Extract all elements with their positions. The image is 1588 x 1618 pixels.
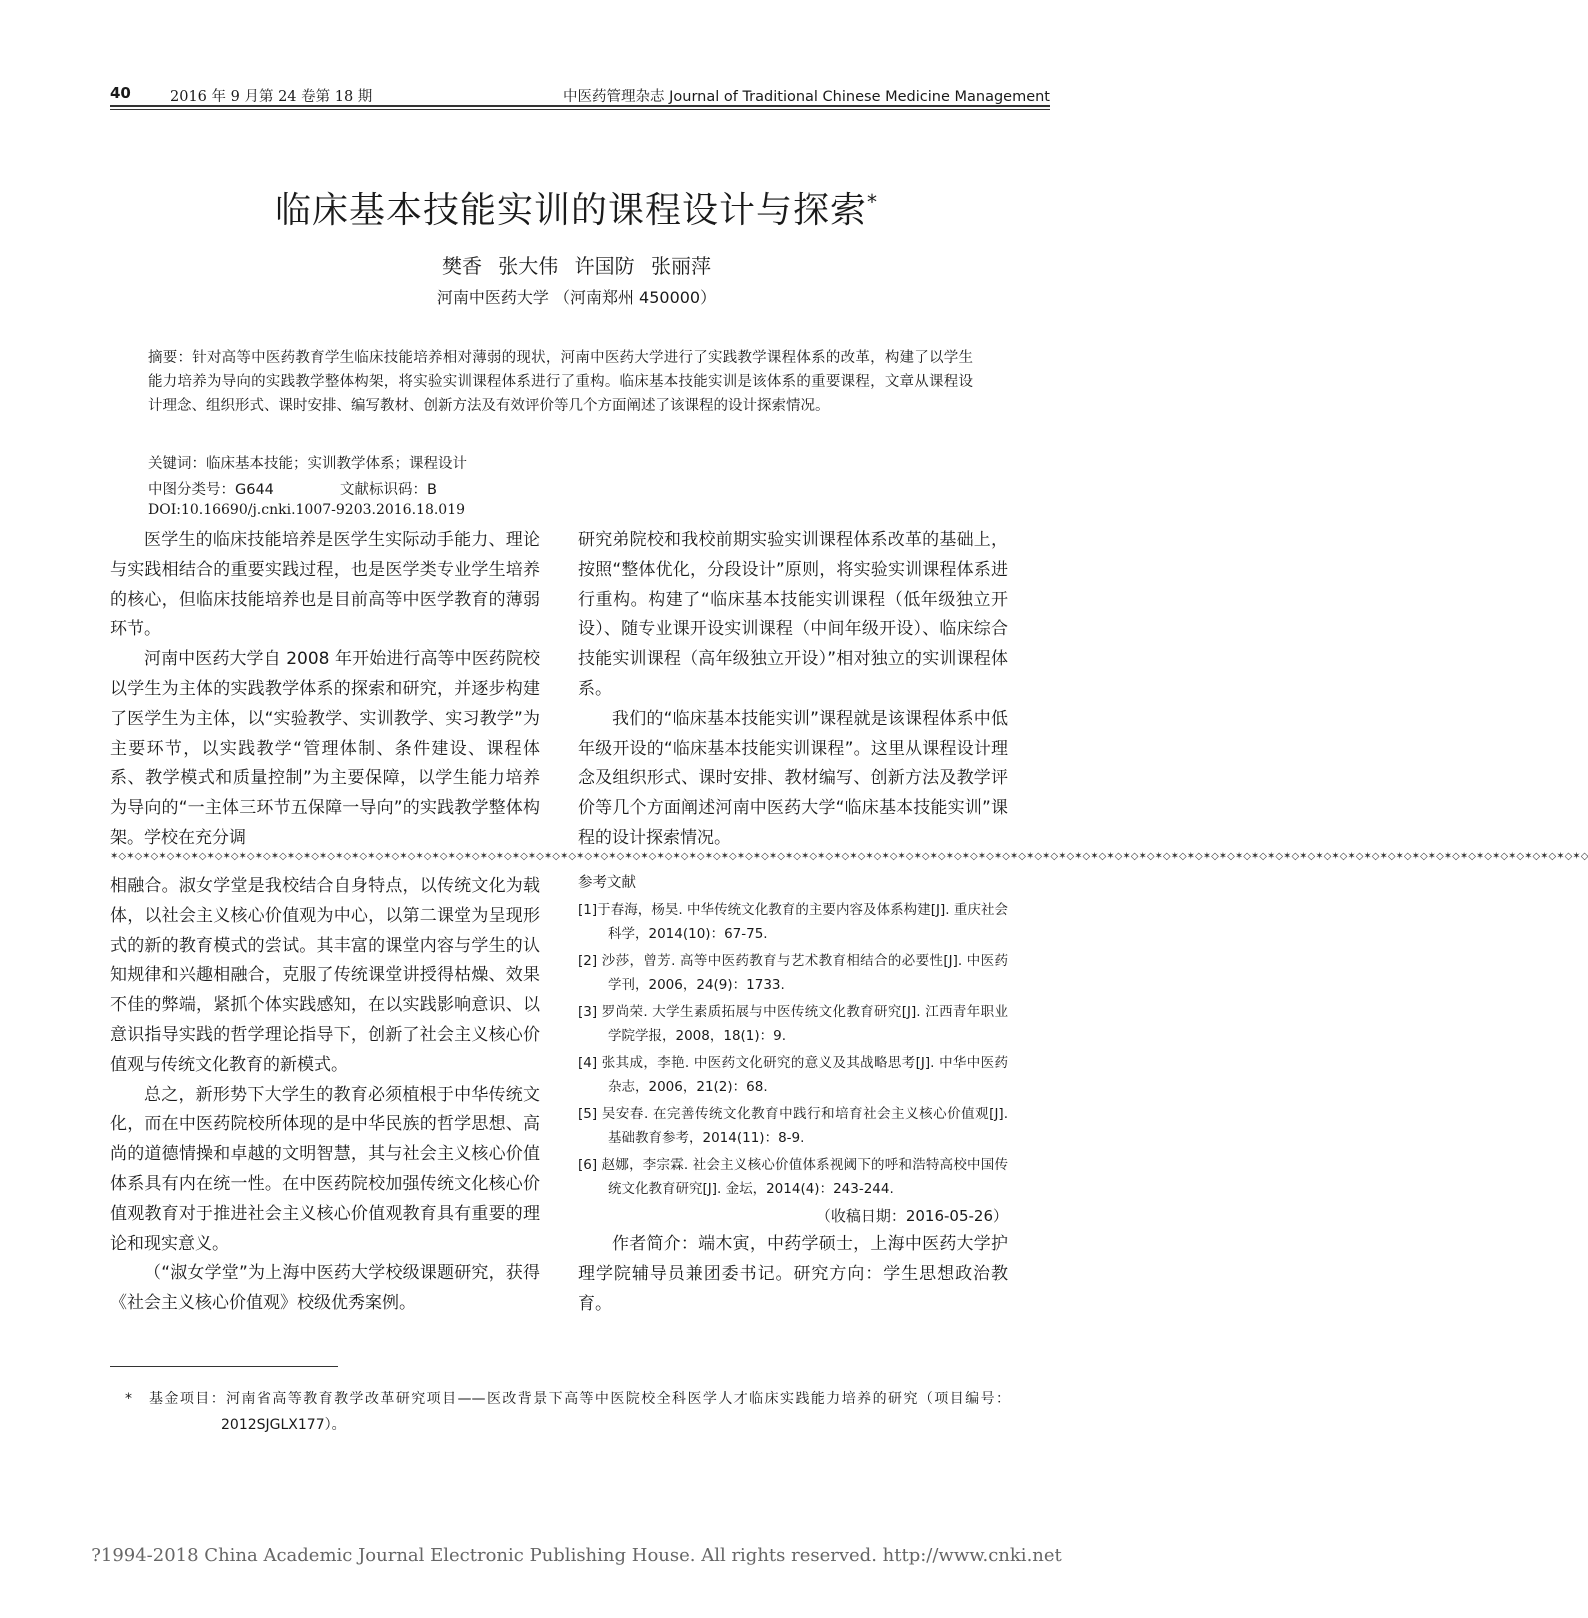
reference-item: [2] 沙莎，曾芳. 高等中医药教育与艺术教育相结合的必要性[J]. 中医药学刊，2006，24(9)：1733. [578, 953, 1008, 993]
classification-number: 中图分类号：G644 [148, 482, 274, 498]
previous-article-column [110, 872, 540, 1319]
footnote [125, 1386, 1010, 1438]
issue-info: 2016 年 9 月第 24 卷第 18 期 [170, 89, 373, 105]
body-column-right [578, 526, 1008, 854]
paragraph: 研究弟院校和我校前期实验实训课程体系改革的基础上，按照“整体优化，分段设计”原则，将实验实训课程体系进行重构。构建了“临床基本技能实训课程（低年级独立开设）、随专业课开设实训课程（中间年级开设）、临床综合技能实训课程（高年级独立开设）”相对独立的实训课程体系。 [578, 530, 1008, 699]
reference-item: [1]于春海，杨昊. 中华传统文化教育的主要内容及体系构建[J]. 重庆社会科学，2014(10)：67-75. [578, 902, 1008, 942]
body-column-left [110, 526, 540, 854]
paragraph: 医学生的临床技能培养是医学生实际动手能力、理论与实践相结合的重要实践过程，也是医学类专业学生培养的核心，但临床技能培养也是目前高等中医学教育的薄弱环节。 [110, 530, 540, 640]
document-code: 文献标识码：B [340, 482, 437, 498]
title-footnote-mark: * [867, 190, 878, 214]
reference-item: [6] 赵娜，李宗霖. 社会主义核心价值体系视阈下的呼和浩特高校中国传统文化教育研究[J]. 金坛，2014(4)：243-244. [578, 1157, 1008, 1197]
article-title [0, 182, 1153, 233]
abstract: 摘要：针对高等中医药教育学生临床技能培养相对薄弱的现状，河南中医药大学进行了实践教学课程体系的改革，构建了以学生能力培养为导向的实践教学整体构架，将实验实训课程体系进行了重构。临床基本技能实训是该体系的重要课程，文章从课程设计理念、组织形式、课时安排、编写教材、创新方法及有效评价等几个方面阐述了该课程的设计探索情况。 [148, 350, 973, 414]
reference-item: [4] 张其成，李艳. 中医药文化研究的意义及其战略思考[J]. 中华中医药杂志，2006，21(2)：68. [578, 1055, 1008, 1095]
journal-name: 中医药管理杂志 Journal of Traditional Chinese Medicine Management [563, 89, 1050, 105]
copyright-notice: ?1994-2018 China Academic Journal Electronic Publishing House. All rights reserved. http://www.cnki.net [91, 1545, 1062, 1566]
footnote-rule [110, 1366, 338, 1367]
paragraph: 河南中医药大学自 2008 年开始进行高等中医药院校以学生为主体的实践教学体系的探索和研究，并逐步构建了医学生为主体，以“实验教学、实训教学、实习教学”为主要环节，以实践教学“管理体制、条件建设、课程体系、教学模式和质量控制”为主要保障，以学生能力培养为导向的“一主体三环节五保障一导向”的实践教学整体构架。学校在充分调 [110, 649, 540, 848]
received-date: （收稿日期：2016-05-26） [815, 1207, 1008, 1225]
references-section [578, 872, 1008, 1319]
paragraph: 总之，新形势下大学生的教育必须植根于中华传统文化，而在中医药院校所体现的是中华民族的哲学思想、高尚的道德情操和卓越的文明智慧，其与社会主义核心价值体系具有内在统一性。在中医药院校加强传统文化核心价值观教育对于推进社会主义核心价值观教育具有重要的理论和现实意义。 [110, 1084, 540, 1254]
paragraph: 相融合。淑女学堂是我校结合自身特点，以传统文化为载体，以社会主义核心价值观为中心，以第二课堂为呈现形式的新的教育模式的尝试。其丰富的课堂内容与学生的认知规律和兴趣相融合，克服了传统课堂讲授得枯燥、效果不佳的弊端，紧抓个体实践感知，在以实践影响意识、以意识指导实践的哲学理论指导下，创新了社会主义核心价值观与传统文化教育的新模式。 [110, 876, 540, 1075]
running-header [110, 80, 1050, 106]
paragraph: （“淑女学堂”为上海中医药大学校级课题研究，获得《社会主义核心价值观》校级优秀案例。 [110, 1263, 540, 1314]
article-title-text: 临床基本技能实训的课程设计与探索 [274, 190, 867, 231]
reference-item: [5] 吴安春. 在完善传统文化教育中践行和培育社会主义核心价值观[J]. 基础教育参考，2014(11)：8-9. [578, 1106, 1008, 1146]
affiliation: 河南中医药大学 （河南郑州 450000） [436, 288, 717, 307]
page-number: 40 [110, 84, 131, 102]
footnote-text: 基金项目：河南省高等教育教学改革研究项目——医改背景下高等中医院校全科医学人才临床实践能力培养的研究（项目编号：2012SJGLX177）。 [149, 1391, 1010, 1433]
doi: DOI:10.16690/j.cnki.1007-9203.2016.18.019 [148, 502, 466, 518]
footnote-mark: * [125, 1391, 132, 1407]
references-heading: 参考文献 [578, 875, 636, 891]
header-rule-thick [110, 105, 1050, 107]
ornamental-divider: ✶◇✶◇✶◇✶◇✶◇✶◇✶◇✶◇✶◇✶◇✶◇✶◇✶◇✶◇✶◇✶◇✶◇✶◇✶◇✶◇✶◇✶◇✶◇✶◇✶◇✶◇✶◇✶◇✶◇✶◇✶◇✶◇✶◇✶◇✶◇✶◇✶◇✶◇✶◇✶◇✶◇✶◇✶◇✶◇✶◇✶◇✶◇✶◇✶◇✶◇✶◇✶◇✶◇✶◇✶◇✶◇✶◇✶◇✶◇✶◇✶◇✶◇✶◇✶◇✶◇✶◇✶◇✶◇✶◇✶◇✶◇✶◇✶◇✶◇✶◇✶◇✶◇✶◇✶◇✶◇✶◇✶◇✶◇✶◇✶◇✶◇✶◇✶◇✶◇✶◇✶◇✶◇ [110, 851, 1588, 862]
author-bio: 作者简介：端木寅，中药学硕士，上海中医药大学护理学院辅导员兼团委书记。研究方向：学生思想政治教育。 [578, 1234, 1008, 1314]
reference-item: [3] 罗尚荣. 大学生素质拓展与中医传统文化教育研究[J]. 江西青年职业学院学报，2008，18(1)：9. [578, 1004, 1008, 1044]
keywords: 关键词：临床基本技能；实训教学体系；课程设计 [148, 456, 467, 472]
authors: 樊香 张大伟 许国防 张丽萍 [441, 254, 712, 278]
paragraph: 我们的“临床基本技能实训”课程就是该课程体系中低年级开设的“临床基本技能实训课程”。这里从课程设计理念及组织形式、课时安排、教材编写、创新方法及教学评价等几个方面阐述河南中医药大学“临床基本技能实训”课程的设计探索情况。 [578, 708, 1008, 848]
header-rule-thin [110, 109, 1050, 110]
